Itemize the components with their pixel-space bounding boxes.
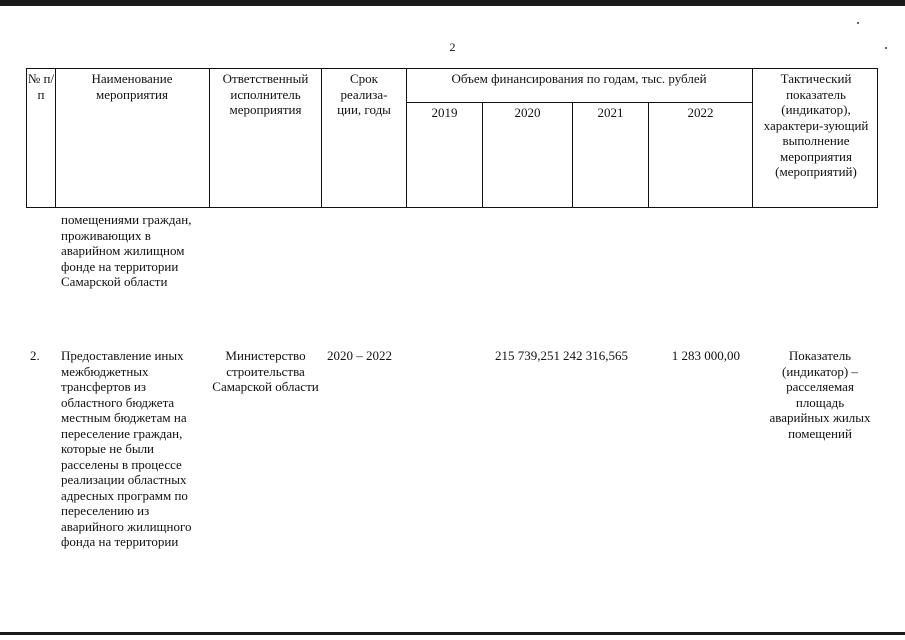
table-top-border [26,68,878,69]
years-row-border [406,102,752,103]
row-2-2020: 215 739,251 [495,348,560,363]
row-2-2021: 242 316,565 [563,348,628,363]
header-indicator: Тактический показатель (индикатор), характери-зующий выполнение мероприятия (мероприятий) [763,71,869,179]
col-border [406,68,407,208]
continuation-text: помещениями граждан, проживающих в аварийном жилищном фонде на территории Самарской области [61,212,192,289]
row-2-term: 2020 – 2022 [327,348,392,363]
header-term: Срок реализа-ции, годы [337,71,391,117]
header-bottom-border [26,207,878,208]
row-2-num: 2. [30,348,40,363]
header-executor: Ответственный исполнитель мероприятия [222,71,309,117]
row-2-indicator: Показатель (индикатор) – расселяемая площадь аварийных жилых помещений [769,348,871,441]
row-2-2022: 1 283 000,00 [671,348,740,363]
header-year-2020: 2020 [514,105,541,120]
header-funding-title: Объем финансирования по годам, тыс. рублей [451,71,707,86]
header-year-2021: 2021 [597,105,624,120]
col-border [55,68,56,208]
header-num: № п/п [27,71,55,102]
row-2-name: Предоставление иных межбюджетных трансфертов из областного бюджета местным бюджетам на переселение граждан, которые не были расселены в процессе реализации областных адресных программ по переселению из аварийного жилищного фонда на территории [61,348,192,549]
col-border [877,68,878,208]
row-2-executor: Министерство строительства Самарской области [212,348,319,394]
col-border [321,68,322,208]
header-name: Наименование мероприятия [91,71,173,102]
page-number: 2 [449,40,456,54]
header-year-2019: 2019 [431,105,458,120]
col-border [752,68,753,208]
header-year-2022: 2022 [687,105,714,120]
